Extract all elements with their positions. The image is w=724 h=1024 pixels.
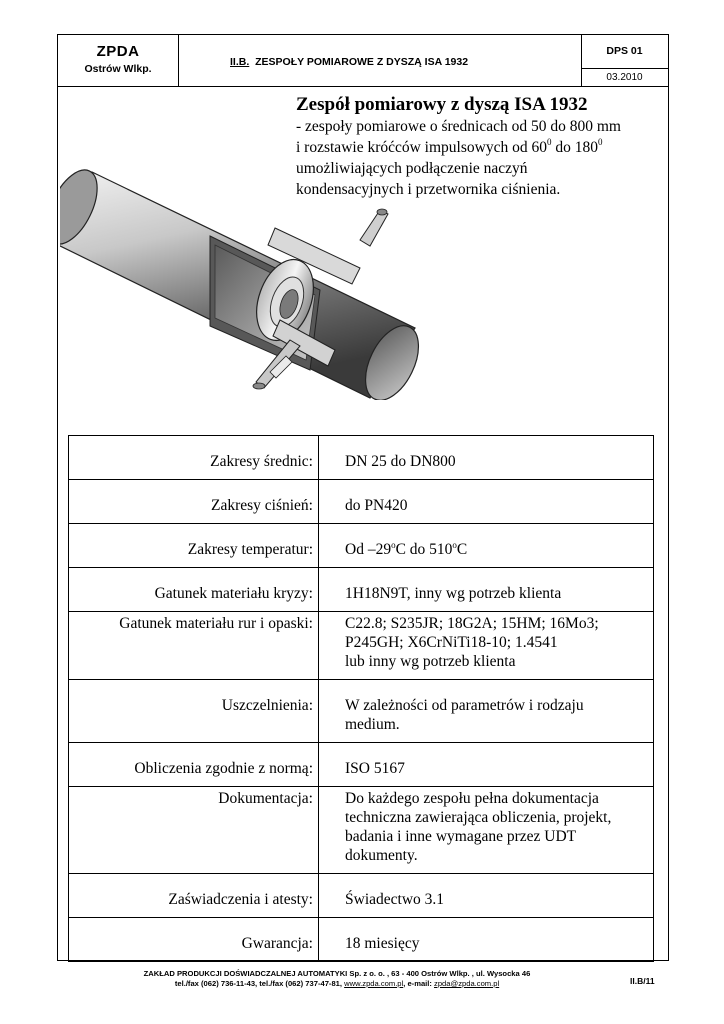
section-title bbox=[230, 56, 468, 68]
company-city: Ostrów Wlkp. bbox=[84, 63, 152, 75]
email-link[interactable]: zpda@zpda.com.pl bbox=[434, 979, 500, 988]
temp-unit: C bbox=[456, 541, 468, 558]
spec-value bbox=[319, 612, 654, 680]
spec-value: ISO 5167 bbox=[319, 743, 654, 787]
spec-value-line: medium. bbox=[345, 716, 400, 733]
spec-value-line: P245GH; X6CrNiTi18-10; 1.4541 bbox=[345, 634, 558, 651]
spec-value-line: Do każdego zespołu pełna dokumentacja bbox=[345, 790, 599, 807]
spec-label: Zakresy średnic: bbox=[69, 436, 319, 480]
intro-line-3: umożliwiających podłączenie naczyń bbox=[296, 160, 528, 177]
spec-value: 1H18N9T, inny wg potrzeb klienta bbox=[319, 568, 654, 612]
degree-sup-2: 0 bbox=[597, 137, 603, 147]
spec-label: Zakresy temperatur: bbox=[69, 524, 319, 568]
footer-contact bbox=[57, 979, 617, 988]
table-row bbox=[69, 480, 654, 524]
spec-label: Gatunek materiału kryzy: bbox=[69, 568, 319, 612]
intro-line-2b: do 180 bbox=[551, 139, 598, 156]
spec-label: Obliczenia zgodnie z normą: bbox=[69, 743, 319, 787]
spec-value-line: techniczna zawierająca obliczenia, projekt, bbox=[345, 809, 612, 826]
page-code: II.B/11 bbox=[630, 976, 655, 986]
spec-value bbox=[319, 787, 654, 874]
spec-value bbox=[319, 680, 654, 743]
page-footer bbox=[57, 962, 669, 992]
company-cell bbox=[58, 35, 179, 86]
spec-value: do PN420 bbox=[319, 480, 654, 524]
specification-table bbox=[68, 435, 654, 962]
header-block bbox=[57, 34, 669, 87]
table-row bbox=[69, 524, 654, 568]
degree-sup-1: 0 bbox=[546, 137, 552, 147]
table-row bbox=[69, 568, 654, 612]
footer-email-label: , e-mail: bbox=[403, 979, 435, 988]
spec-value-line: lub inny wg potrzeb klienta bbox=[345, 653, 516, 670]
temp-deg-1: o bbox=[391, 540, 396, 550]
spec-value-line: dokumenty. bbox=[345, 847, 418, 864]
spec-value-line: C22.8; S235JR; 18G2A; 15HM; 16Mo3; bbox=[345, 615, 599, 632]
intro-line-1: - zespoły pomiarowe o średnicach od 50 do 800 mm bbox=[296, 118, 621, 135]
spec-value bbox=[319, 524, 654, 568]
table-row bbox=[69, 874, 654, 918]
footer-address: ZAKŁAD PRODUKCJI DOŚWIADCZALNEJ AUTOMATYKI Sp. z o. o. , 63 - 400 Ostrów Wlkp. , ul. Wysocka 46 bbox=[143, 969, 531, 978]
spec-value: Świadectwo 3.1 bbox=[319, 874, 654, 918]
table-row bbox=[69, 436, 654, 480]
table-row bbox=[69, 743, 654, 787]
table-row bbox=[69, 612, 654, 680]
spec-value-line: W zależności od parametrów i rodzaju bbox=[345, 697, 584, 714]
intro-line-2a: i rozstawie króćców impulsowych od 60 bbox=[296, 139, 547, 156]
footer-phones: tel./fax (062) 736-11-43, tel./fax (062) 737-47-81, bbox=[174, 979, 345, 988]
page-title: Zespół pomiarowy z dyszą ISA 1932 bbox=[296, 94, 588, 115]
pipe-cutaway-nozzle-drawing bbox=[60, 150, 420, 400]
spec-label: Dokumentacja: bbox=[69, 787, 319, 874]
doc-date: 03.2010 bbox=[606, 72, 643, 83]
temp-deg-2: o bbox=[452, 540, 457, 550]
temp-mid: C do 510 bbox=[395, 541, 453, 558]
spec-label: Uszczelnienia: bbox=[69, 680, 319, 743]
section-name: ZESPOŁY POMIAROWE Z DYSZĄ ISA 1932 bbox=[255, 56, 469, 68]
website-link[interactable]: www.zpda.com.pl bbox=[344, 979, 404, 988]
doc-number: DPS 01 bbox=[581, 35, 668, 69]
spec-label: Gwarancja: bbox=[69, 918, 319, 962]
doc-info-cell bbox=[581, 35, 668, 86]
intro-line-4: kondensacyjnych i przetwornika ciśnienia. bbox=[296, 181, 561, 198]
section-title-cell bbox=[178, 35, 582, 86]
table-row bbox=[69, 787, 654, 874]
spec-label: Gatunek materiału rur i opaski: bbox=[69, 612, 319, 680]
spec-value-line: badania i inne wymagane przez UDT bbox=[345, 828, 577, 845]
section-code: II.B. bbox=[230, 56, 250, 68]
spec-label: Zaświadczenia i atesty: bbox=[69, 874, 319, 918]
spec-label: Zakresy ciśnień: bbox=[69, 480, 319, 524]
temp-from: Od –29 bbox=[345, 541, 392, 558]
spec-value: DN 25 do DN800 bbox=[319, 436, 654, 480]
table-row bbox=[69, 918, 654, 962]
spec-value: 18 miesięcy bbox=[319, 918, 654, 962]
company-name: ZPDA bbox=[96, 43, 140, 60]
table-row bbox=[69, 680, 654, 743]
